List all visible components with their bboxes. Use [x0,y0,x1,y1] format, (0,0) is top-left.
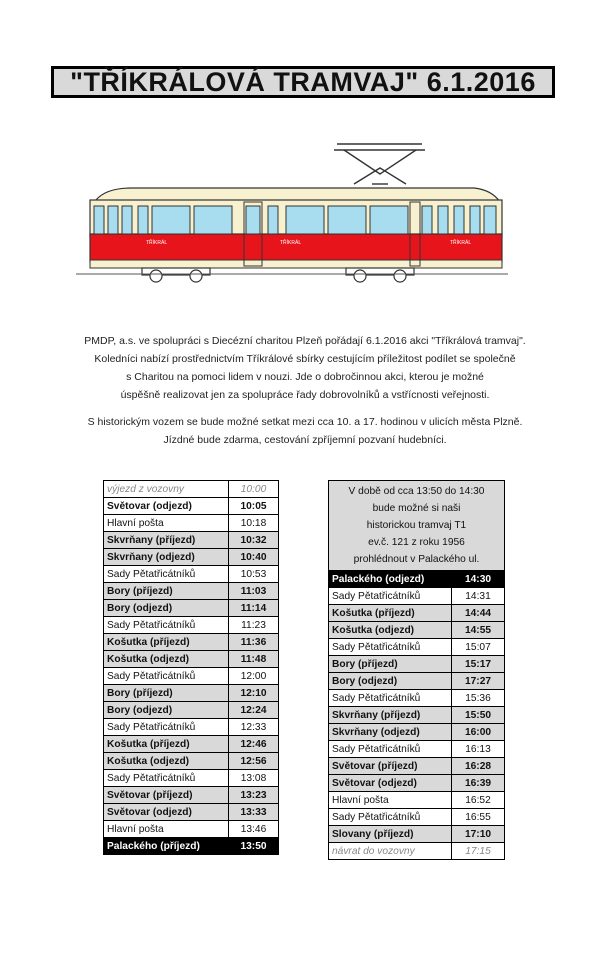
intro-paragraph [60,332,550,404]
stop-name: Sady Pětatřicátníků [104,668,229,685]
stop-name: Hlavní pošta [104,821,229,838]
schedule-row [104,532,279,549]
stop-name: Sady Pětatřicátníků [329,809,452,826]
departure-time: 12:10 [229,685,279,702]
stop-name: Košutka (příjezd) [329,605,452,622]
departure-time: 15:36 [452,690,505,707]
stop-name: Bory (odjezd) [104,600,229,617]
tram-lower-body [90,234,502,262]
schedule-row [104,838,279,855]
stop-name: Palackého (odjezd) [329,571,452,588]
departure-time: 15:50 [452,707,505,724]
intro-line: úspěšně realizovat jen za spolupráce řady dobrovolníků a vstřícnosti veřejnosti. [120,389,490,401]
departure-time: 13:08 [229,770,279,787]
schedule-row [104,668,279,685]
departure-time: 10:00 [229,481,279,498]
departure-time: 12:00 [229,668,279,685]
stop-name: návrat do vozovny [329,843,452,860]
stop-name: Sady Pětatřicátníků [329,690,452,707]
info-line: S historickým vozem se bude možné setkat mezi cca 10. a 17. hodinou v ulicích města Plzně. [87,416,523,428]
departure-time: 17:15 [452,843,505,860]
departure-time: 12:33 [229,719,279,736]
stop-name: Bory (příjezd) [104,583,229,600]
schedule-row [329,605,505,622]
stop-name: Bory (příjezd) [104,685,229,702]
schedule-row [104,600,279,617]
morning-schedule-table [103,480,279,855]
departure-time: 14:31 [452,588,505,605]
departure-time: 15:17 [452,656,505,673]
note-line: prohlédnout v Palackého ul. [353,554,480,565]
note-line: historickou tramvaj T1 [366,520,467,531]
schedule-row [329,843,505,860]
departure-time: 10:40 [229,549,279,566]
tram-illustration [72,128,512,288]
info-line: Jízdné bude zdarma, cestování zpříjemní pozvaní hudebníci. [163,434,447,446]
departure-time: 11:03 [229,583,279,600]
schedule-row [329,673,505,690]
departure-time: 16:13 [452,741,505,758]
departure-time: 10:18 [229,515,279,532]
info-paragraph [60,413,550,449]
schedule-row [329,741,505,758]
departure-time: 17:27 [452,673,505,690]
stop-name: Světovar (odjezd) [329,775,452,792]
departure-time: 12:56 [229,753,279,770]
stop-name: Slovany (příjezd) [329,826,452,843]
departure-time: 12:24 [229,702,279,719]
departure-time: 16:00 [452,724,505,741]
departure-time: 13:23 [229,787,279,804]
departure-time: 16:39 [452,775,505,792]
page-title: "TŘÍKRÁLOVÁ TRAMVAJ" 6.1.2016 [51,66,555,98]
departure-time: 13:46 [229,821,279,838]
departure-time: 10:32 [229,532,279,549]
departure-time: 17:10 [452,826,505,843]
departure-time: 14:55 [452,622,505,639]
stop-name: Košutka (odjezd) [104,651,229,668]
departure-time: 16:52 [452,792,505,809]
schedule-row [329,724,505,741]
exhibition-note [329,481,505,571]
departure-time: 11:23 [229,617,279,634]
schedule-row [329,758,505,775]
stop-name: Skvrňany (odjezd) [104,549,229,566]
schedule-row [104,753,279,770]
schedule-row [104,566,279,583]
tram-sign-rear: TŘÍKRÁL [146,240,168,246]
tram-sign-front: TŘÍKRÁL [450,240,472,246]
schedule-row [329,690,505,707]
departure-time: 14:30 [452,571,505,588]
stop-name: Světovar (odjezd) [104,498,229,515]
schedule-row [104,770,279,787]
schedule-row [329,571,505,588]
note-line: ev.č. 121 z roku 1956 [368,537,465,548]
departure-time: 12:46 [229,736,279,753]
schedule-row [104,804,279,821]
stop-name: Světovar (odjezd) [104,804,229,821]
tram-wheels [142,268,414,282]
stop-name: Skvrňany (příjezd) [104,532,229,549]
stop-name: Skvrňany (příjezd) [329,707,452,724]
schedule-row [104,498,279,515]
stop-name: Hlavní pošta [329,792,452,809]
departure-time: 14:44 [452,605,505,622]
departure-time: 11:36 [229,634,279,651]
tram-sign-middle: TŘÍKRÁL [280,240,302,246]
schedule-row [329,809,505,826]
stop-name: Košutka (odjezd) [329,622,452,639]
stop-name: Sady Pětatřicátníků [329,588,452,605]
schedule-row [329,826,505,843]
departure-time: 13:33 [229,804,279,821]
intro-line: Koledníci nabízí prostřednictvím Tříkrálové sbírky cestujícím příležitost podílet se společně [94,353,516,365]
schedule-row [329,656,505,673]
schedule-row [104,821,279,838]
schedule-row [104,651,279,668]
schedule-row [329,707,505,724]
departure-time: 16:28 [452,758,505,775]
stop-name: Sady Pětatřicátníků [329,741,452,758]
departure-time: 10:05 [229,498,279,515]
schedule-row [104,549,279,566]
departure-time: 15:07 [452,639,505,656]
stop-name: Košutka (příjezd) [104,634,229,651]
schedule-row [104,583,279,600]
stop-name: výjezd z vozovny [104,481,229,498]
note-line: bude možné si naši [372,503,461,514]
afternoon-schedule-table [328,480,505,860]
stop-name: Světovar (příjezd) [104,787,229,804]
schedule-row [104,617,279,634]
schedule-row [329,792,505,809]
intro-line: PMDP, a.s. ve spolupráci s Diecézní charitou Plzeň pořádají 6.1.2016 akci "Tříkrálová tramvaj". [84,335,526,347]
schedule-row [104,685,279,702]
stop-name: Sady Pětatřicátníků [104,566,229,583]
stop-name: Bory (odjezd) [329,673,452,690]
departure-time: 13:50 [229,838,279,855]
schedule-row [329,622,505,639]
stop-name: Košutka (odjezd) [104,753,229,770]
schedule-row [329,775,505,792]
stop-name: Bory (odjezd) [104,702,229,719]
schedule-row [104,515,279,532]
intro-line: s Charitou na pomoci lidem v nouzi. Jde o dobročinnou akci, kterou je možné [126,371,484,383]
departure-time: 11:48 [229,651,279,668]
departure-time: 16:55 [452,809,505,826]
stop-name: Hlavní pošta [104,515,229,532]
stop-name: Světovar (příjezd) [329,758,452,775]
departure-time: 10:53 [229,566,279,583]
schedule-row [104,481,279,498]
stop-name: Bory (příjezd) [329,656,452,673]
schedule-row [104,634,279,651]
note-line: V době od cca 13:50 do 14:30 [348,486,485,497]
schedule-row [329,639,505,656]
stop-name: Košutka (příjezd) [104,736,229,753]
schedule-row [329,588,505,605]
stop-name: Sady Pětatřicátníků [329,639,452,656]
departure-time: 11:14 [229,600,279,617]
schedule-row [104,787,279,804]
schedule-row [104,702,279,719]
stop-name: Palackého (příjezd) [104,838,229,855]
stop-name: Sady Pětatřicátníků [104,770,229,787]
stop-name: Sady Pětatřicátníků [104,617,229,634]
schedule-note-row [329,481,505,571]
schedule-row [104,719,279,736]
stop-name: Skvrňany (odjezd) [329,724,452,741]
stop-name: Sady Pětatřicátníků [104,719,229,736]
schedule-row [104,736,279,753]
pantograph [334,144,425,184]
